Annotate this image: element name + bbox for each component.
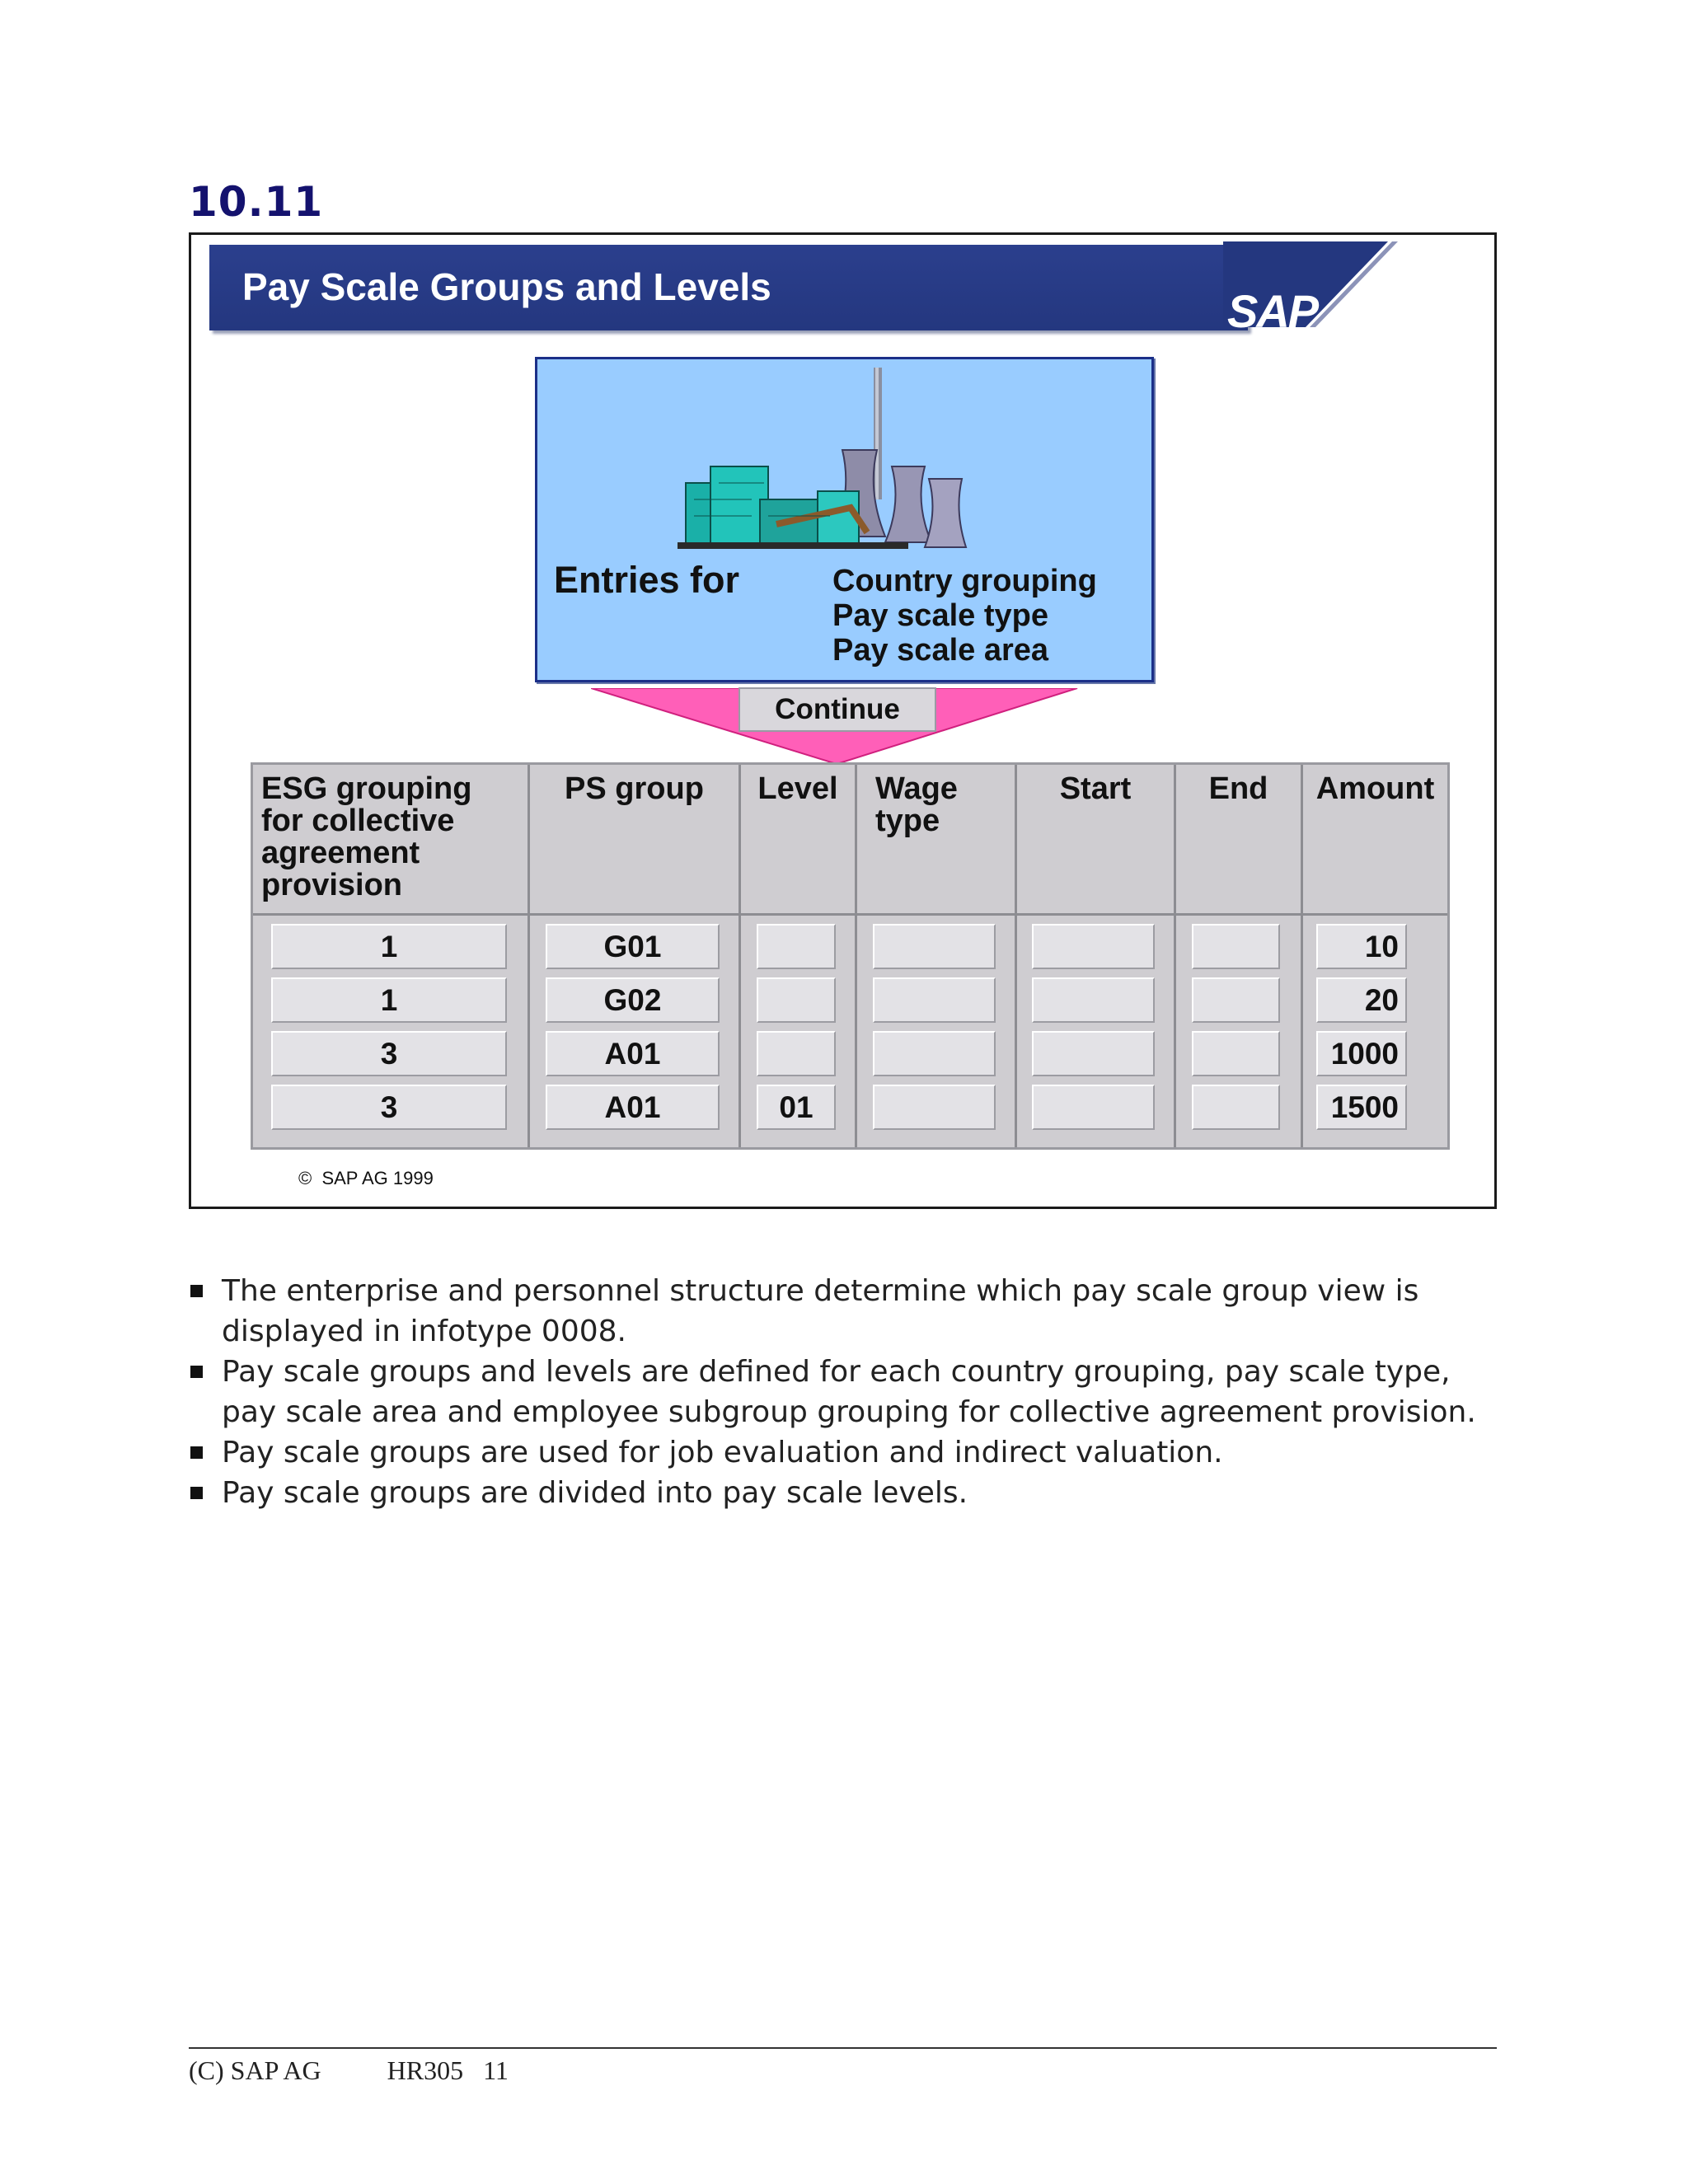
header-level: Level bbox=[757, 771, 838, 806]
cell-start[interactable] bbox=[1032, 1085, 1155, 1130]
list-item: Pay scale groups are divided into pay scale levels. bbox=[189, 1473, 1507, 1513]
entries-pay-scale-area: Pay scale area bbox=[832, 633, 1049, 668]
list-item: Pay scale groups are used for job evaluation and indirect valuation. bbox=[189, 1432, 1507, 1473]
cell-esg[interactable]: 1 bbox=[271, 924, 507, 969]
header-esg-grouping: ESG grouping for collective agreement provision bbox=[261, 771, 472, 902]
footer-page-number: 11 bbox=[483, 2055, 509, 2085]
cell-wage-type[interactable] bbox=[873, 1085, 996, 1130]
header-start: Start bbox=[1059, 771, 1132, 806]
slide-copyright-text: SAP AG 1999 bbox=[321, 1168, 434, 1188]
cell-ps-group[interactable]: G01 bbox=[546, 924, 720, 969]
footer-course: HR305 bbox=[387, 2055, 464, 2085]
cell-amount[interactable]: 1000 bbox=[1316, 1031, 1407, 1076]
header-wage-type: Wage type bbox=[875, 771, 958, 838]
header-amount: Amount bbox=[1315, 771, 1435, 806]
copyright-icon: © bbox=[298, 1168, 312, 1188]
cell-level[interactable]: 01 bbox=[757, 1085, 836, 1130]
cell-amount[interactable]: 10 bbox=[1316, 924, 1407, 969]
slide-frame bbox=[189, 232, 1497, 1209]
cell-end[interactable] bbox=[1192, 1085, 1280, 1130]
bullet-list bbox=[189, 1271, 1507, 1513]
cell-ps-group[interactable]: A01 bbox=[546, 1085, 720, 1130]
cell-end[interactable] bbox=[1192, 977, 1280, 1023]
continue-button[interactable]: Continue bbox=[738, 687, 936, 732]
cell-esg[interactable]: 3 bbox=[271, 1031, 507, 1076]
cell-level[interactable] bbox=[757, 1031, 836, 1076]
cell-level[interactable] bbox=[757, 977, 836, 1023]
square-bullet-icon bbox=[190, 1366, 203, 1378]
entries-label: Entries for bbox=[554, 559, 740, 601]
list-item: The enterprise and personnel structure determine which pay scale group view is displayed in infotype 0008. bbox=[189, 1271, 1507, 1352]
section-number: 10.11 bbox=[189, 178, 324, 226]
page-footer bbox=[189, 2055, 509, 2086]
cell-amount[interactable]: 20 bbox=[1316, 977, 1407, 1023]
cell-esg[interactable]: 1 bbox=[271, 977, 507, 1023]
cell-start[interactable] bbox=[1032, 1031, 1155, 1076]
cell-wage-type[interactable] bbox=[873, 1031, 996, 1076]
cell-end[interactable] bbox=[1192, 924, 1280, 969]
entries-country-grouping: Country grouping bbox=[832, 564, 1097, 598]
header-end: End bbox=[1208, 771, 1268, 806]
pay-scale-table bbox=[251, 762, 1450, 1150]
entries-pay-scale-type: Pay scale type bbox=[832, 598, 1048, 633]
cell-end[interactable] bbox=[1192, 1031, 1280, 1076]
slide-copyright bbox=[298, 1168, 434, 1189]
cell-wage-type[interactable] bbox=[873, 977, 996, 1023]
square-bullet-icon bbox=[190, 1285, 203, 1297]
header-ps-group: PS group bbox=[565, 771, 704, 806]
slide-title: Pay Scale Groups and Levels bbox=[242, 265, 771, 308]
square-bullet-icon bbox=[190, 1446, 203, 1459]
square-bullet-icon bbox=[190, 1487, 203, 1499]
footer-divider bbox=[189, 2047, 1497, 2049]
list-item: Pay scale groups and levels are defined for each country grouping, pay scale type, pay scale area and employee subgroup grouping for collective agreement provision. bbox=[189, 1352, 1507, 1432]
sap-logo-text: SAP bbox=[1227, 285, 1318, 337]
power-plant-icon bbox=[669, 368, 1015, 557]
cell-ps-group[interactable]: G02 bbox=[546, 977, 720, 1023]
cell-wage-type[interactable] bbox=[873, 924, 996, 969]
entries-dialog bbox=[535, 357, 1154, 682]
cell-level[interactable] bbox=[757, 924, 836, 969]
footer-owner: (C) SAP AG bbox=[189, 2055, 321, 2085]
cell-start[interactable] bbox=[1032, 977, 1155, 1023]
cell-amount[interactable]: 1500 bbox=[1316, 1085, 1407, 1130]
cell-start[interactable] bbox=[1032, 924, 1155, 969]
cell-esg[interactable]: 3 bbox=[271, 1085, 507, 1130]
slide-title-bar bbox=[209, 245, 1248, 330]
cell-ps-group[interactable]: A01 bbox=[546, 1031, 720, 1076]
